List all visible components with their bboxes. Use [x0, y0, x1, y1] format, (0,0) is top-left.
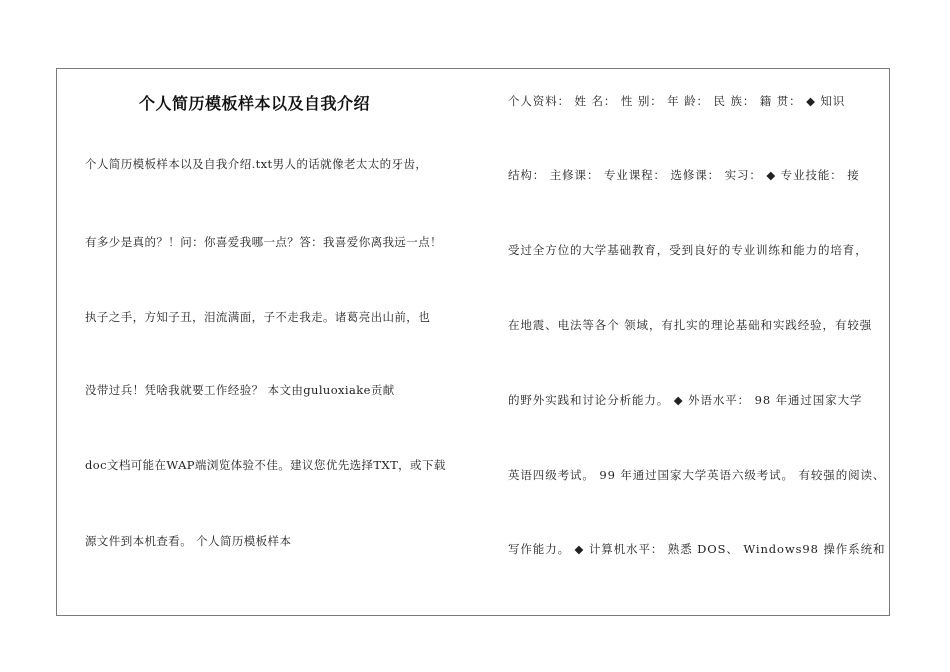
document-page: [56, 68, 890, 616]
right-text-line: 的野外实践和讨论分析能力。 ◆ 外语水平： 98 年通过国家大学: [508, 393, 863, 407]
left-text-line: 没带过兵！凭啥我就要工作经验？ 本文由guluoxiake贡献: [85, 383, 395, 397]
right-column: [508, 69, 890, 615]
right-text-line: 在地震、电法等各个 领域，有扎实的理论基础和实践经验，有较强: [508, 318, 873, 332]
left-text-line: doc文档可能在WAP端浏览体验不佳。建议您优先选择TXT，或下载: [85, 458, 446, 472]
right-text-line: 英语四级考试。 99 年通过国家大学英语六级考试。 有较强的阅读、: [508, 468, 886, 482]
document-title: 个人简历模板样本以及自我介绍: [139, 94, 371, 113]
left-text-line: 执子之手，方知子丑，泪流满面，子不走我走。诸葛亮出山前，也: [85, 310, 431, 324]
left-column: [85, 69, 485, 615]
left-text-line: 个人简历模板样本以及自我介绍.txt男人的话就像老太太的牙齿，: [85, 157, 428, 171]
right-text-line: 写作能力。 ◆ 计算机水平： 熟悉 DOS、 Windows98 操作系统和: [508, 542, 886, 556]
right-text-line: 个人资料： 姓 名： 性 别： 年 龄： 民 族： 籍 贯： ◆ 知识: [508, 94, 846, 108]
right-text-line: 受过全方位的大学基础教育，受到良好的专业训练和能力的培育，: [508, 243, 868, 257]
right-text-line: 结构： 主修课： 专业课程： 选修课： 实习： ◆ 专业技能： 接: [508, 168, 860, 182]
left-text-line: 源文件到本机查看。 个人简历模板样本: [85, 534, 292, 548]
left-text-line: 有多少是真的？！问：你喜爱我哪一点？答：我喜爱你离我远一点！: [85, 235, 442, 249]
